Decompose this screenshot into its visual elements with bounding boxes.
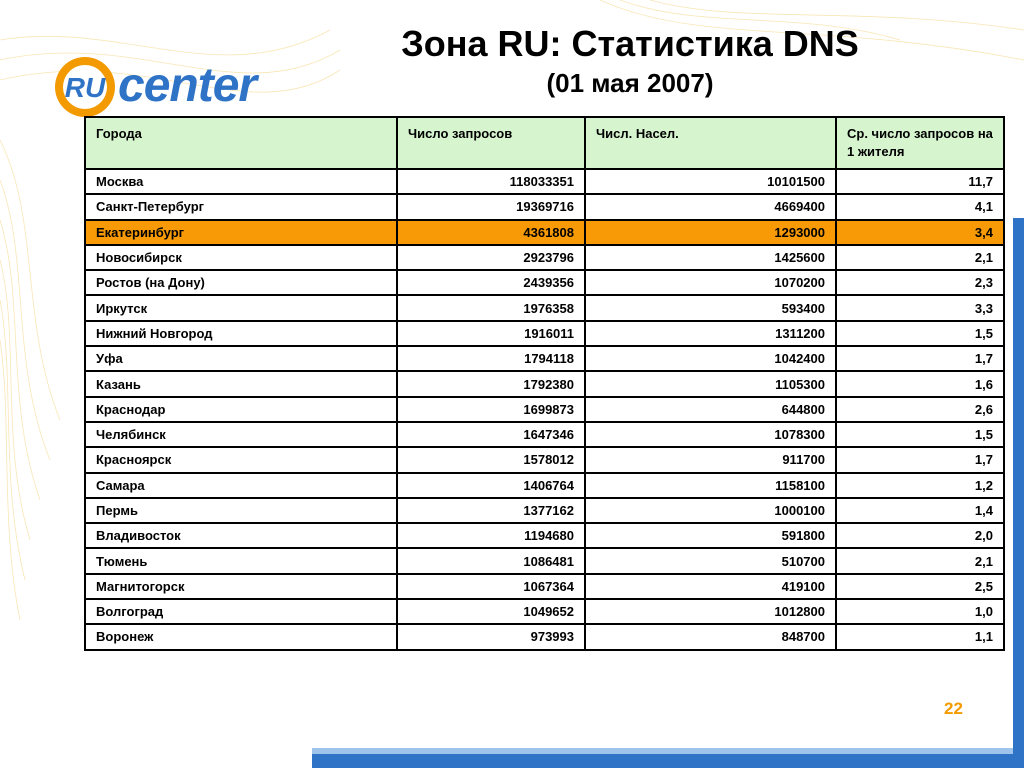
cell-population: 644800 — [585, 397, 836, 422]
header-population: Числ. Насел. — [585, 117, 836, 169]
cell-population: 1425600 — [585, 245, 836, 270]
cell-per-capita: 1,6 — [836, 371, 1004, 396]
table-row — [85, 346, 1004, 371]
cell-requests: 1699873 — [397, 397, 585, 422]
cell-per-capita: 1,5 — [836, 422, 1004, 447]
cell-population: 1293000 — [585, 220, 836, 245]
cell-per-capita: 2,6 — [836, 397, 1004, 422]
table-row — [85, 321, 1004, 346]
cell-population: 591800 — [585, 523, 836, 548]
cell-per-capita: 1,7 — [836, 447, 1004, 472]
cell-city: Пермь — [85, 498, 397, 523]
cell-requests: 4361808 — [397, 220, 585, 245]
table-row — [85, 397, 1004, 422]
cell-per-capita: 2,1 — [836, 548, 1004, 573]
bottom-accent-bar — [312, 754, 1024, 768]
cell-population: 1158100 — [585, 473, 836, 498]
svg-text:RU: RU — [64, 72, 106, 103]
cell-per-capita: 1,0 — [836, 599, 1004, 624]
cell-per-capita: 1,2 — [836, 473, 1004, 498]
cell-requests: 1406764 — [397, 473, 585, 498]
cell-city: Екатеринбург — [85, 220, 397, 245]
cell-population: 419100 — [585, 574, 836, 599]
cell-requests: 2923796 — [397, 245, 585, 270]
table-row — [85, 422, 1004, 447]
cell-population: 1105300 — [585, 371, 836, 396]
table-row — [85, 599, 1004, 624]
cell-city: Казань — [85, 371, 397, 396]
cell-city: Новосибирск — [85, 245, 397, 270]
cell-population: 593400 — [585, 295, 836, 320]
header-requests: Число запросов — [397, 117, 585, 169]
table-row — [85, 624, 1004, 649]
header-requests-per-capita: Ср. число запросов на 1 жителя — [836, 117, 1004, 169]
slide-subtitle: (01 мая 2007) — [546, 68, 714, 98]
cell-population: 1042400 — [585, 346, 836, 371]
table-row — [85, 270, 1004, 295]
cell-per-capita: 1,5 — [836, 321, 1004, 346]
cell-requests: 1794118 — [397, 346, 585, 371]
cell-city: Самара — [85, 473, 397, 498]
table-row — [85, 498, 1004, 523]
cell-per-capita: 2,0 — [836, 523, 1004, 548]
cell-population: 510700 — [585, 548, 836, 573]
header-cities: Города — [85, 117, 397, 169]
cell-requests: 19369716 — [397, 194, 585, 219]
cell-requests: 1916011 — [397, 321, 585, 346]
cell-city: Уфа — [85, 346, 397, 371]
cell-city: Москва — [85, 169, 397, 194]
table-row — [85, 473, 1004, 498]
page-number: 22 — [944, 699, 963, 718]
cell-city: Магнитогорск — [85, 574, 397, 599]
table-row — [85, 295, 1004, 320]
table-row — [85, 548, 1004, 573]
cell-requests: 1067364 — [397, 574, 585, 599]
cell-city: Ростов (на Дону) — [85, 270, 397, 295]
table-row — [85, 574, 1004, 599]
cell-requests: 1647346 — [397, 422, 585, 447]
cell-per-capita: 1,7 — [836, 346, 1004, 371]
cell-requests: 1194680 — [397, 523, 585, 548]
cell-per-capita: 1,1 — [836, 624, 1004, 649]
cell-population: 1078300 — [585, 422, 836, 447]
cell-city: Краснодар — [85, 397, 397, 422]
cell-per-capita: 4,1 — [836, 194, 1004, 219]
cell-city: Волгоград — [85, 599, 397, 624]
table-row — [85, 194, 1004, 219]
cell-population: 1000100 — [585, 498, 836, 523]
cell-per-capita: 11,7 — [836, 169, 1004, 194]
dns-stats-table — [84, 116, 1005, 651]
cell-per-capita: 3,3 — [836, 295, 1004, 320]
cell-city: Иркутск — [85, 295, 397, 320]
logo-text: center — [118, 59, 257, 112]
cell-requests: 1086481 — [397, 548, 585, 573]
cell-population: 4669400 — [585, 194, 836, 219]
cell-per-capita: 2,1 — [836, 245, 1004, 270]
table-row — [85, 523, 1004, 548]
cell-requests: 1377162 — [397, 498, 585, 523]
cell-requests: 1976358 — [397, 295, 585, 320]
cell-population: 1311200 — [585, 321, 836, 346]
cell-city: Челябинск — [85, 422, 397, 447]
cell-city: Тюмень — [85, 548, 397, 573]
cell-population: 1070200 — [585, 270, 836, 295]
table-row — [85, 371, 1004, 396]
cell-requests: 2439356 — [397, 270, 585, 295]
table-header-row — [85, 117, 1004, 169]
table-row — [85, 245, 1004, 270]
table-row — [85, 169, 1004, 194]
cell-city: Нижний Новгород — [85, 321, 397, 346]
right-accent-bar — [1013, 218, 1024, 768]
cell-population: 1012800 — [585, 599, 836, 624]
cell-requests: 1578012 — [397, 447, 585, 472]
cell-city: Воронеж — [85, 624, 397, 649]
cell-city: Санкт-Петербург — [85, 194, 397, 219]
table-row — [85, 220, 1004, 245]
cell-requests: 1792380 — [397, 371, 585, 396]
slide-title: Зона RU: Статистика DNS — [401, 23, 859, 64]
cell-per-capita: 3,4 — [836, 220, 1004, 245]
cell-city: Красноярск — [85, 447, 397, 472]
cell-requests: 118033351 — [397, 169, 585, 194]
cell-per-capita: 1,4 — [836, 498, 1004, 523]
cell-requests: 973993 — [397, 624, 585, 649]
cell-requests: 1049652 — [397, 599, 585, 624]
cell-population: 10101500 — [585, 169, 836, 194]
cell-per-capita: 2,5 — [836, 574, 1004, 599]
cell-population: 848700 — [585, 624, 836, 649]
cell-city: Владивосток — [85, 523, 397, 548]
cell-per-capita: 2,3 — [836, 270, 1004, 295]
cell-population: 911700 — [585, 447, 836, 472]
table-row — [85, 447, 1004, 472]
